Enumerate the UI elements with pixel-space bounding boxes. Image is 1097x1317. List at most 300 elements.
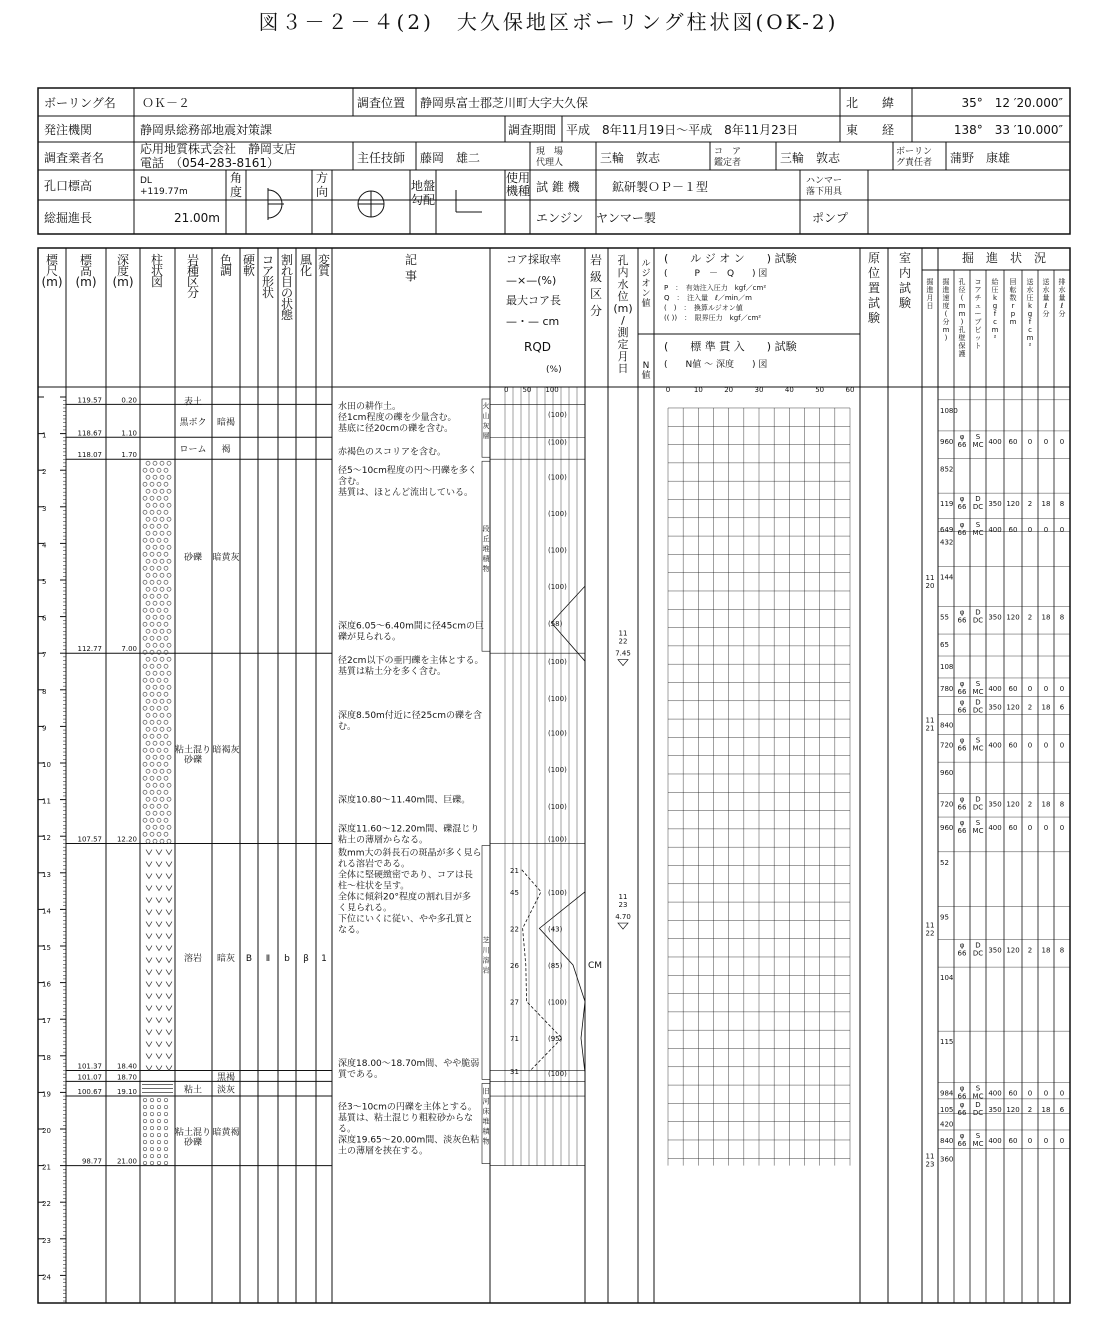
layer-depth: 1.70: [121, 451, 137, 460]
gravel-symbol: [146, 685, 150, 689]
gravel-symbol: [157, 636, 161, 640]
gravel-symbol: [153, 741, 157, 745]
hole-diameter: φ 66: [957, 736, 967, 753]
gravel-symbol: [153, 461, 157, 465]
period-label: 調査期間: [508, 123, 557, 137]
gravel-symbol: [157, 608, 161, 612]
drill-speed: 108: [940, 663, 954, 672]
gravel-symbol: [143, 1126, 147, 1130]
water-flow: 18: [1041, 946, 1051, 955]
elevation-label: 孔口標高: [44, 179, 93, 193]
depth-label: 10: [42, 761, 51, 769]
lava-symbol: [146, 1018, 152, 1023]
lithology-name: 黒ボク: [179, 417, 207, 428]
description-note: 径2cm以下の亜円礫を主体とする。基質は粘土分を多く含む。: [338, 656, 484, 678]
drill-column-header: 掘進速度(分 m ): [942, 278, 950, 342]
gravel-symbol: [146, 699, 150, 703]
gravel-symbol: [150, 496, 154, 500]
lithology-name: 砂礫: [183, 553, 203, 564]
gravel-symbol: [160, 573, 164, 577]
longitude-value: 138° 33 ′10.000″: [953, 123, 1063, 137]
gravel-symbol: [153, 755, 157, 759]
gravel-symbol: [153, 811, 157, 815]
gravel-symbol: [153, 783, 157, 787]
depth-label: 9: [42, 724, 47, 733]
column-header: 標尺(m): [41, 253, 63, 289]
drill-column-header: 孔径( m m )孔壁保護: [958, 278, 966, 358]
feed-pressure: 400: [988, 824, 1002, 833]
gravel-symbol: [167, 685, 171, 689]
core-recovery-value: (100): [548, 509, 567, 518]
core-recovery-value: (100): [548, 729, 567, 738]
gravel-symbol: [150, 594, 154, 598]
lava-symbol: [146, 874, 152, 879]
rqd-value: 27: [510, 998, 519, 1007]
layer-depth: 0.20: [121, 396, 137, 405]
depth-label: 5: [42, 578, 47, 586]
gravel-symbol: [164, 1112, 168, 1116]
lava-symbol: [166, 958, 172, 963]
agent-label: 現 場代理人: [536, 147, 564, 168]
depth-label: 2: [42, 468, 47, 477]
gravel-symbol: [164, 734, 168, 738]
rqd-value: 21: [510, 866, 519, 875]
gravel-symbol: [150, 1126, 154, 1130]
drill-speed: 960: [940, 437, 954, 446]
water-flow: 0: [1043, 741, 1049, 750]
gravel-symbol: [157, 496, 161, 500]
gravel-symbol: [153, 615, 157, 619]
gravel-symbol: [143, 762, 147, 766]
lava-symbol: [166, 970, 172, 975]
gravel-symbol: [157, 692, 161, 696]
drill-speed: 144: [940, 573, 954, 582]
gravel-symbol: [146, 741, 150, 745]
latitude-label: 北 緯: [846, 96, 895, 110]
lava-symbol: [146, 1054, 152, 1059]
gravel-symbol: [157, 720, 161, 724]
lava-symbol: [166, 934, 172, 939]
depth-label: 17: [42, 1017, 51, 1026]
gravel-symbol: [143, 678, 147, 682]
lugeon-legend-critical: (( )) ： 限界圧力 kgf／cm²: [664, 314, 762, 322]
gravel-symbol: [157, 1147, 161, 1151]
hole-diameter: φ 66: [957, 1100, 967, 1117]
gravel-symbol: [164, 804, 168, 808]
feed-pressure: 350: [988, 500, 1002, 509]
rotation-rpm: 60: [1008, 525, 1018, 534]
drill-speed: 1080: [940, 406, 958, 415]
gravel-symbol: [146, 797, 150, 801]
slope-diagram: [456, 190, 482, 212]
water-pressure: 2: [1027, 946, 1033, 955]
lava-property: 1: [321, 953, 327, 964]
feed-pressure: 400: [988, 525, 1002, 534]
water-pressure: 0: [1027, 824, 1033, 833]
depth-label: 19: [42, 1090, 51, 1099]
drain-flow: 8: [1059, 800, 1065, 809]
water-flow: 0: [1043, 824, 1049, 833]
drill-speed: 840: [940, 1136, 954, 1145]
gravel-symbol: [143, 790, 147, 794]
description-note: 数mm大の斜長石の斑晶が多く見られる溶岩である。全体に堅硬緻密であり、コアは長柱～柱状を呈す。全体に傾斜20°程度の割れ目が多く見られる。下位にいくに従い、やや多孔質となる。: [338, 848, 482, 936]
depth-label: 7: [42, 651, 47, 660]
gravel-symbol: [146, 769, 150, 773]
core-value: 三輪 敦志: [780, 151, 841, 165]
gravel-symbol: [146, 825, 150, 829]
lava-property: Ⅱ: [265, 953, 271, 964]
depth-label: 22: [42, 1200, 51, 1209]
gravel-symbol: [153, 727, 157, 731]
feed-pressure: 350: [988, 703, 1002, 712]
drain-flow: 0: [1059, 525, 1065, 534]
core-bit: S MC: [972, 1131, 984, 1148]
gravel-symbol: [160, 783, 164, 787]
lava-symbol: [156, 1042, 162, 1047]
hole-diameter: φ 66: [957, 1131, 967, 1148]
gravel-symbol: [164, 776, 168, 780]
gravel-symbol: [150, 748, 154, 752]
drain-flow: 8: [1059, 500, 1065, 509]
lava-property: β: [303, 953, 309, 964]
gravel-symbol: [150, 762, 154, 766]
gravel-symbol: [153, 713, 157, 717]
total-depth-label: 総掘進長: [44, 211, 93, 225]
lava-property: b: [284, 953, 290, 964]
gravel-symbol: [167, 783, 171, 787]
core-bit: D DC: [972, 495, 984, 512]
lava-symbol: [156, 898, 162, 903]
lava-symbol: [166, 1054, 172, 1059]
drain-flow: 0: [1059, 741, 1065, 750]
gravel-symbol: [153, 517, 157, 521]
layer-elevation: 107.57: [77, 835, 102, 844]
contractor-label: 調査業者名: [44, 151, 105, 165]
gravel-symbol: [167, 671, 171, 675]
gravel-symbol: [143, 720, 147, 724]
gravel-symbol: [160, 559, 164, 563]
lithology-color: 暗褐灰: [212, 745, 240, 756]
lava-symbol: [156, 1006, 162, 1011]
core-recovery-value: (100): [548, 766, 567, 775]
core-bit: D DC: [972, 1100, 984, 1117]
core-recovery-value: (100): [548, 438, 567, 447]
gravel-symbol: [157, 566, 161, 570]
lava-symbol: [146, 946, 152, 951]
lithology-name: ローム: [179, 445, 207, 456]
gravel-symbol: [167, 713, 171, 717]
depth-label: 24: [42, 1273, 51, 1282]
gravel-symbol: [153, 573, 157, 577]
water-pressure: 2: [1027, 1105, 1033, 1114]
gravel-symbol: [146, 587, 150, 591]
gravel-symbol: [157, 818, 161, 822]
drill-speed: 105: [940, 1105, 954, 1114]
gravel-symbol: [150, 720, 154, 724]
gravel-symbol: [157, 832, 161, 836]
feed-pressure: 350: [988, 946, 1002, 955]
lava-symbol: [156, 970, 162, 975]
drill-speed: 984: [940, 1089, 954, 1098]
gravel-symbol: [146, 671, 150, 675]
gravel-symbol: [160, 615, 164, 619]
gravel-symbol: [164, 1133, 168, 1137]
gravel-symbol: [143, 706, 147, 710]
drill-date: 11 20: [925, 574, 935, 590]
drill-speed: 432: [940, 538, 954, 547]
gravel-symbol: [157, 678, 161, 682]
drill-speed: 852: [940, 465, 954, 474]
gravel-symbol: [160, 629, 164, 633]
lava-symbol: [156, 994, 162, 999]
gravel-symbol: [157, 1161, 161, 1165]
feed-pressure: 350: [988, 800, 1002, 809]
depth-label: 6: [42, 614, 47, 623]
gravel-symbol: [164, 1126, 168, 1130]
gravel-symbol: [153, 503, 157, 507]
layer-elevation: 119.57: [77, 396, 102, 405]
gravel-symbol: [164, 1098, 168, 1102]
hole-diameter: φ 66: [957, 1084, 967, 1101]
column-header: コア形状: [261, 253, 275, 300]
gravel-symbol: [143, 482, 147, 486]
gravel-symbol: [167, 797, 171, 801]
lava-symbol: [166, 994, 172, 999]
contractor-value: 応用地質株式会社 静岡支店: [140, 142, 297, 156]
lava-symbol: [146, 1066, 152, 1071]
lava-symbol: [166, 982, 172, 987]
column-header: 硬軟: [242, 253, 256, 278]
gravel-symbol: [150, 552, 154, 556]
angle-label: 角度: [229, 171, 243, 199]
water-flow: 18: [1041, 500, 1051, 509]
gravel-symbol: [157, 622, 161, 626]
gravel-symbol: [157, 762, 161, 766]
gravel-symbol: [164, 678, 168, 682]
description-note: 赤褐色のスコリアを含む。: [338, 447, 447, 458]
gravel-symbol: [153, 671, 157, 675]
core-bit: S MC: [972, 520, 984, 537]
water-flow: 18: [1041, 613, 1051, 622]
gravel-symbol: [167, 755, 171, 759]
lithology-color: 暗褐: [216, 417, 236, 428]
gravel-symbol: [157, 1119, 161, 1123]
agent-value: 三輪 敦志: [600, 151, 661, 165]
lava-symbol: [166, 886, 172, 891]
drill-speed: 960: [940, 769, 954, 778]
gravel-symbol: [160, 811, 164, 815]
gravel-symbol: [150, 1119, 154, 1123]
gravel-symbol: [150, 706, 154, 710]
gravel-symbol: [164, 1105, 168, 1109]
gravel-symbol: [150, 832, 154, 836]
layer-depth: 18.40: [116, 1062, 137, 1071]
lithology-name: 溶岩: [183, 953, 203, 964]
description-note: 深度6.05～6.40m間に径45cmの巨礫が見られる。: [338, 621, 485, 643]
lugeon-side-label: ルジオン値: [641, 259, 651, 309]
core-recovery-value: (100): [548, 694, 567, 703]
latitude-value: 35° 12 ′20.000″: [961, 96, 1063, 110]
gravel-symbol: [153, 475, 157, 479]
gravel-symbol: [150, 692, 154, 696]
column-header: 色調: [219, 253, 233, 278]
core-bit: S MC: [972, 736, 984, 753]
gravel-symbol: [160, 503, 164, 507]
water-flow: 18: [1041, 1105, 1051, 1114]
rqd-value: 71: [510, 1035, 519, 1044]
gravel-symbol: [167, 461, 171, 465]
water-date: 11 22: [618, 629, 628, 646]
geologic-unit-label: 芝川溶岩: [482, 936, 490, 975]
location-label: 調査位置: [357, 96, 406, 110]
drill-column-header: 送水量 ℓ 分: [1042, 278, 1050, 318]
lava-symbol: [146, 994, 152, 999]
boring-name-value: ＯＫ－２: [142, 96, 191, 110]
gravel-symbol: [167, 573, 171, 577]
lava-symbol: [166, 1006, 172, 1011]
gravel-symbol: [146, 783, 150, 787]
gravel-symbol: [164, 538, 168, 542]
gravel-symbol: [157, 1126, 161, 1130]
gravel-symbol: [164, 566, 168, 570]
feed-pressure: 400: [988, 741, 1002, 750]
page-title: 図３－２－４(2) 大久保地区ボーリング柱状図(OK-2): [258, 10, 839, 34]
gravel-symbol: [143, 594, 147, 598]
hole-diameter: φ 66: [957, 698, 967, 715]
drill-speed: 65: [940, 641, 949, 650]
core-bit: S MC: [972, 819, 984, 836]
lava-symbol: [166, 1030, 172, 1035]
layer-depth: 18.70: [116, 1073, 137, 1082]
gravel-symbol: [160, 671, 164, 675]
core-recovery-value: (58): [548, 619, 563, 628]
water-pressure: 0: [1027, 1089, 1033, 1098]
drill-speed: 780: [940, 684, 954, 693]
insitu-test-header: 原位置試験: [867, 251, 881, 325]
rqd-legend: (%): [546, 365, 562, 375]
water-pressure: 0: [1027, 437, 1033, 446]
pq-graph-header: ( P － Q ) 図: [664, 269, 768, 279]
lava-symbol: [146, 970, 152, 975]
gravel-symbol: [164, 608, 168, 612]
depth-label: 13: [42, 870, 51, 879]
layer-depth: 21.00: [116, 1157, 137, 1166]
gravel-symbol: [167, 503, 171, 507]
lava-symbol: [146, 934, 152, 939]
gravel-symbol: [160, 601, 164, 605]
max-core-legend: —・— cm: [506, 315, 560, 328]
gravel-symbol: [143, 748, 147, 752]
drill-column-header: コアチューブビット: [974, 278, 982, 350]
core-recovery-value: (100): [548, 998, 567, 1007]
water-flow: 18: [1041, 703, 1051, 712]
drill-speed: 55: [940, 613, 949, 622]
lava-symbol: [156, 982, 162, 987]
depth-label: 1: [42, 431, 47, 440]
gravel-symbol: [150, 1112, 154, 1116]
core-recovery-value: (95): [548, 1035, 563, 1044]
gravel-symbol: [167, 741, 171, 745]
drill-speed: 104: [940, 974, 954, 983]
rotation-rpm: 120: [1006, 500, 1020, 509]
lava-symbol: [166, 922, 172, 927]
lithology-color: 暗黄灰: [212, 553, 240, 564]
gravel-symbol: [167, 545, 171, 549]
gravel-symbol: [157, 538, 161, 542]
gravel-symbol: [143, 566, 147, 570]
lava-symbol: [156, 850, 162, 855]
rqd-value: 22: [510, 925, 519, 934]
drain-flow: 6: [1059, 703, 1065, 712]
core-recovery-value: (100): [548, 802, 567, 811]
drill-date: 11 23: [925, 1152, 935, 1169]
rqd-header: RQD: [524, 340, 552, 354]
drain-flow: 0: [1059, 1136, 1065, 1145]
gravel-symbol: [157, 748, 161, 752]
core-bit: S MC: [972, 679, 984, 696]
gravel-symbol: [146, 573, 150, 577]
depth-label: 4: [42, 541, 47, 550]
core-recovery-value: (43): [548, 925, 563, 934]
drill-speed: 720: [940, 800, 954, 809]
gravel-symbol: [143, 776, 147, 780]
feed-pressure: 350: [988, 1105, 1002, 1114]
column-header-notes: 記事: [404, 253, 418, 283]
gravel-symbol: [167, 475, 171, 479]
lava-symbol: [146, 958, 152, 963]
water-level-value: 7.45: [615, 649, 631, 658]
gravel-symbol: [143, 1140, 147, 1144]
gravel-symbol: [146, 545, 150, 549]
gravel-symbol: [146, 713, 150, 717]
gravel-symbol: [143, 580, 147, 584]
gravel-symbol: [150, 1154, 154, 1158]
gravel-symbol: [157, 1112, 161, 1116]
engine-value: ヤンマー製: [596, 211, 656, 225]
gravel-symbol: [146, 629, 150, 633]
geologic-unit-label: 段丘堆積物: [482, 525, 490, 574]
lava-symbol: [156, 934, 162, 939]
water-pressure: 2: [1027, 703, 1033, 712]
gravel-symbol: [164, 1119, 168, 1123]
drill-date: 11 22: [925, 921, 935, 938]
water-pressure: 0: [1027, 741, 1033, 750]
max-core-header: 最大コア長: [506, 294, 561, 307]
water-level-marker: [618, 923, 628, 929]
gravel-symbol: [143, 496, 147, 500]
gravel-symbol: [143, 664, 147, 668]
lab-test-header: 室内試験: [898, 251, 912, 310]
gravel-symbol: [150, 804, 154, 808]
gravel-symbol: [153, 601, 157, 605]
gravel-symbol: [153, 769, 157, 773]
n-scale-tick: 20: [724, 386, 734, 394]
gravel-symbol: [153, 657, 157, 661]
drill-label: 試 錐 機: [536, 180, 580, 194]
rqd-value: 31: [510, 1068, 519, 1077]
gravel-symbol: [150, 1133, 154, 1137]
water-flow: 0: [1043, 1089, 1049, 1098]
hole-diameter: φ 66: [957, 520, 967, 537]
core-bit: D DC: [972, 698, 984, 715]
client-label: 発注機関: [44, 123, 93, 137]
lava-symbol: [156, 862, 162, 867]
feed-pressure: 400: [988, 437, 1002, 446]
rqd-value: 26: [510, 961, 519, 970]
gravel-symbol: [167, 559, 171, 563]
lava-symbol: [156, 874, 162, 879]
gravel-symbol: [157, 776, 161, 780]
